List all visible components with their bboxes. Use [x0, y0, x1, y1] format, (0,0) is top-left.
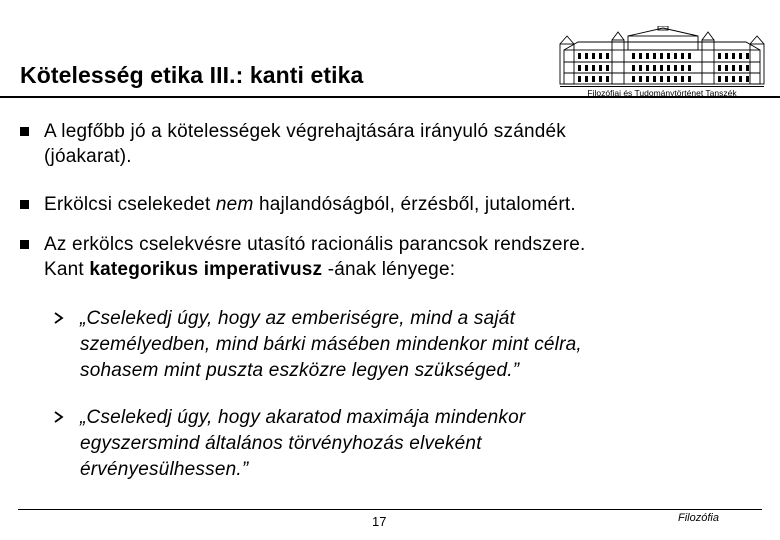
square-bullet-icon [20, 240, 29, 249]
square-bullet-icon [20, 127, 29, 136]
bullet-3-line-1: Az erkölcs cselekvésre utasító racionális parancsok rendszere. [44, 234, 586, 255]
bullet-2-text [44, 192, 764, 217]
bullet-3-pre: Kant [44, 259, 90, 280]
sub-bullet-2-line-2: egyszersmind általános törvényhozás elveként [80, 433, 482, 454]
sub-bullet-2-line-1: „Cselekedj úgy, hogy akaratod maximája mindenkor [80, 407, 526, 428]
sub-bullet-1-line-2: személyedben, mind bárki másében mindenkor mint célra, [80, 334, 582, 355]
logo-caption: Filozófiai és Tudománytörténet Tanszék [560, 86, 764, 100]
bullet-1-text [44, 119, 764, 169]
sub-bullet-1-line-1: „Cselekedj úgy, hogy az emberiségre, mind a saját [80, 308, 516, 329]
bullet-1-line-1: A legfőbb jó a kötelességek végrehajtására irányuló szándék [44, 121, 566, 142]
page-title: Kötelesség etika III.: kanti etika [20, 62, 364, 88]
bullet-1-line-2: (jóakarat). [44, 146, 132, 167]
bullet-2-pre: Erkölcsi cselekedet [44, 194, 216, 215]
page-number: 17 [372, 514, 387, 529]
arrowhead-bullet-icon [54, 411, 64, 426]
sub-bullet-2-text [80, 405, 720, 483]
sub-bullet-1-line-3: sohasem mint puszta eszközre legyen szükséged.” [80, 360, 520, 381]
footer-divider [18, 509, 762, 510]
arrowhead-bullet-icon [54, 312, 64, 327]
bullet-3-text [44, 232, 764, 282]
department-logo [558, 26, 766, 100]
bullet-2-post: hajlandóságból, érzésből, jutalomért. [253, 194, 576, 215]
bullet-3-bold-term: kategorikus imperativusz [89, 259, 323, 280]
university-building-icon [558, 26, 766, 86]
footer-label: Filozófia [678, 512, 719, 524]
sub-bullet-2-line-3: érvényesülhessen.” [80, 459, 249, 480]
square-bullet-icon [20, 200, 29, 209]
bullet-2-emphasis: nem [215, 194, 254, 215]
bullet-3-post: -ának lényege: [322, 259, 456, 280]
sub-bullet-1-text [80, 306, 720, 384]
